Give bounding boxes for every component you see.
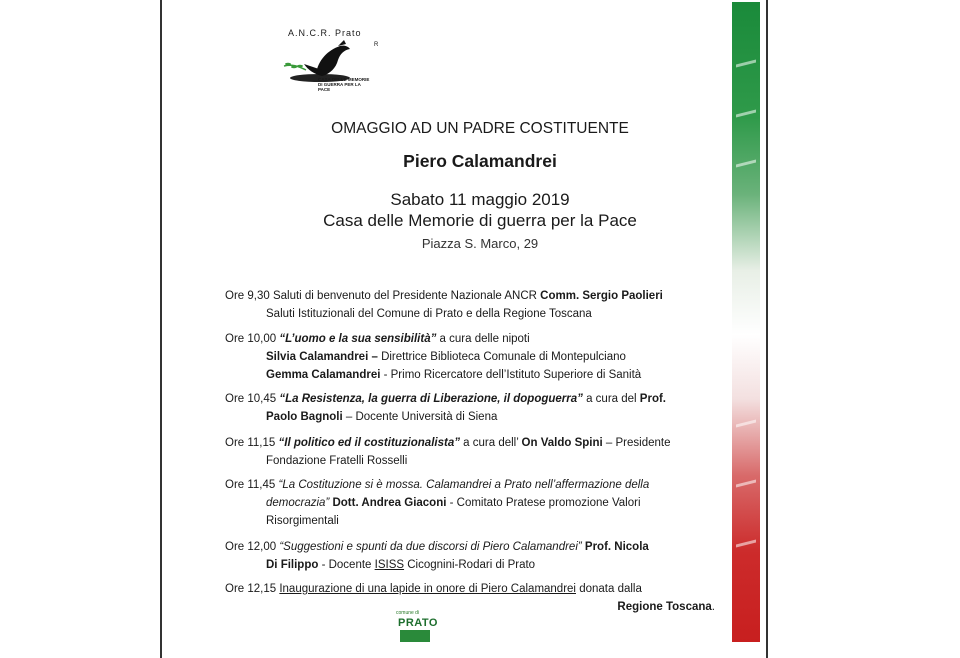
ancr-logo: [278, 26, 388, 106]
program-item-930: Ore 9,30 Saluti di benvenuto del Presidente Nazionale ANCR Comm. Sergio Paolieri Saluti Istituzionali del Comune di Prato e della Regione Toscana: [225, 290, 663, 320]
logo-mark: R: [374, 42, 379, 48]
program-item-1200: Ore 12,00 “Suggestioni e spunti da due discorsi di Piero Calamandrei” Prof. Nicola Di Filippo - Docente ISISS Cicognini-Rodari di Prato: [225, 541, 649, 571]
logo-org: A.N.C.R. Prato: [288, 28, 362, 38]
program-item-1215: Ore 12,15 Inaugurazione di una lapide in onore di Piero Calamandrei donata dalla Regione Toscana.: [225, 583, 715, 613]
program-item-1145: Ore 11,45 “La Costituzione si è mossa. Calamandrei a Prato nell’affermazione della democrazia” Dott. Andrea Giaconi - Comitato Pratese promozione Valori Risorgimentali: [225, 479, 650, 527]
event-subtitle: OMAGGIO AD UN PADRE COSTITUENTE: [331, 120, 629, 137]
italian-flag-ribbon: [732, 2, 760, 642]
event-title: Piero Calamandrei: [403, 151, 557, 171]
event-date: Sabato 11 maggio 2019: [390, 190, 570, 209]
comune-di-prato-logo: comune di PRATO: [396, 610, 436, 640]
dove-with-olive-branch-icon: [278, 26, 388, 106]
program-item-1045: Ore 10,45 “La Resistenza, la guerra di Liberazione, il dopoguerra” a cura del Prof. Paolo Bagnoli – Docente Università di Siena: [225, 393, 666, 423]
program-item-1000: Ore 10,00 “L’uomo e la sua sensibilità” a cura delle nipoti Silvia Calamandrei – Direttrice Biblioteca Comunale di Montepulciano Gemma Calamandrei - Primo Ricercatore dell’Istituto Superiore di Sanità: [225, 333, 642, 381]
event-venue: Casa delle Memorie di guerra per la Pace: [323, 211, 637, 230]
event-address: Piazza S. Marco, 29: [421, 236, 539, 251]
prato-emblem-icon: [400, 630, 430, 642]
program-item-1115: Ore 11,15 “Il politico ed il costituzionalista” a cura dell’ On Valdo Spini – Presidente Fondazione Fratelli Rosselli: [225, 437, 671, 467]
logo-caption: CASA DELLE MEMORIE DI GUERRA PER LA PACE: [318, 77, 370, 92]
